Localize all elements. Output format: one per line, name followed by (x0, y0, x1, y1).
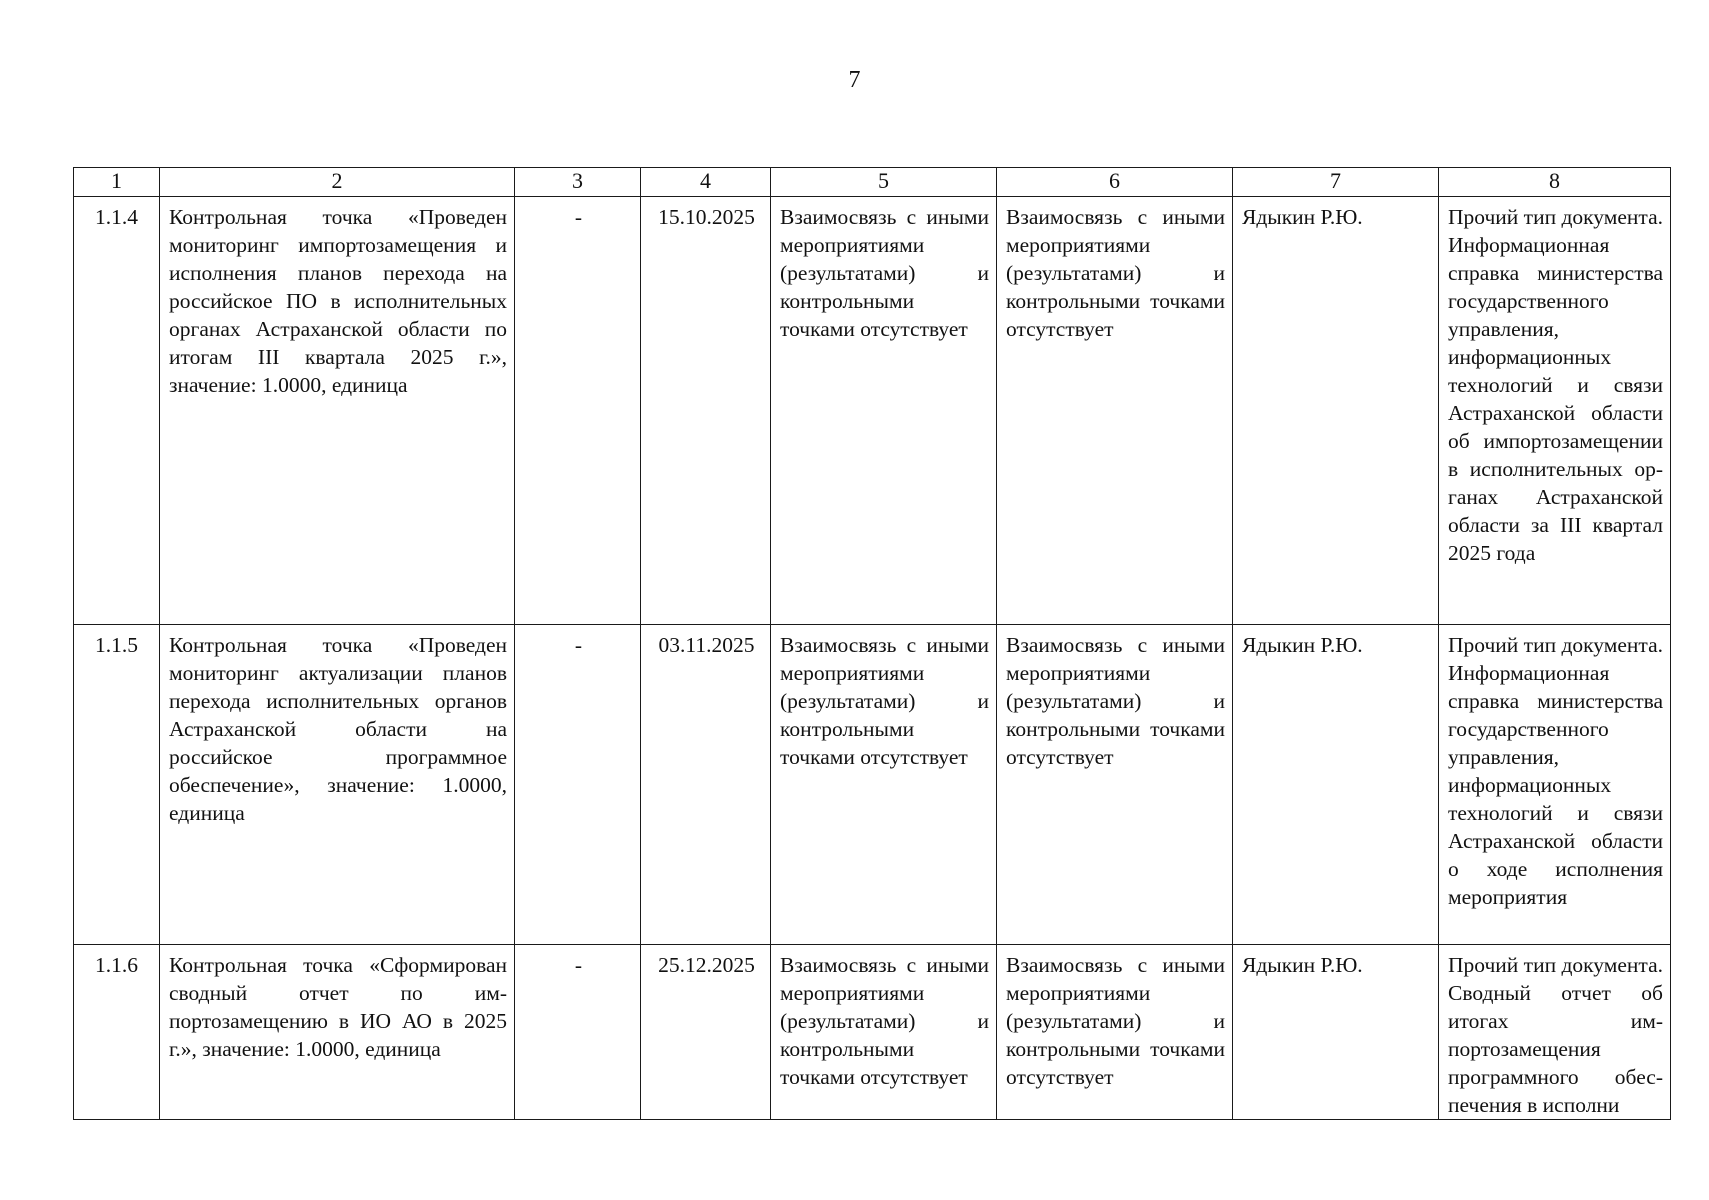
control-point-name: Контрольная точка «Проведен мониторинг актуализации планов перехода исполнительных органов Астраханской области на российское программное обеспечение», значение: 1.0000, единица (160, 625, 515, 945)
linkage-text: Взаимосвязь с иными мероприятиями (результатами) и контрольными точками отсутствует (771, 945, 997, 1120)
row-number: 1.1.5 (74, 625, 160, 945)
column-header-2: 2 (160, 168, 515, 197)
document-type: Прочий тип документа. Сводный отчет об итогах импортозамещения программного обеспечения в исполни (1439, 945, 1671, 1120)
linkage-text-alt: Взаимосвязь с иными мероприятиями (результатами) и контрольными точками отсутствует (997, 945, 1233, 1120)
document-type: Прочий тип документа. Информационная справка министерства государственного управления, информационных технологий и связи Астраханской области об импортозамещении в исполнительных органах Астраханской области за III квартал 2025 года (1439, 197, 1671, 625)
column-header-5: 5 (771, 168, 997, 197)
row-number: 1.1.4 (74, 197, 160, 625)
column-3-value: - (515, 945, 641, 1120)
table-row (74, 945, 1671, 1120)
table-row (74, 625, 1671, 945)
linkage-text: Взаимосвязь с иными мероприятиями (результатами) и контрольными точками отсутствует (771, 197, 997, 625)
column-header-7: 7 (1233, 168, 1439, 197)
column-header-4: 4 (641, 168, 771, 197)
row-number: 1.1.6 (74, 945, 160, 1120)
control-point-name: Контрольная точка «Сформирован сводный отчет по импортозамещению в ИО АО в 2025 г.», значение: 1.0000, единица (160, 945, 515, 1120)
linkage-text: Взаимосвязь с иными мероприятиями (результатами) и контрольными точками отсутствует (771, 625, 997, 945)
deadline-date: 15.10.2025 (641, 197, 771, 625)
responsible-person: Ядыкин Р.Ю. (1233, 945, 1439, 1120)
column-header-3: 3 (515, 168, 641, 197)
linkage-text-alt: Взаимосвязь с иными мероприятиями (результатами) и контрольными точками отсутствует (997, 625, 1233, 945)
responsible-person: Ядыкин Р.Ю. (1233, 197, 1439, 625)
deadline-date: 25.12.2025 (641, 945, 771, 1120)
document-type: Прочий тип документа. Информационная справка министерства государственного управления, информационных технологий и связи Астраханской области о ходе исполнения мероприятия (1439, 625, 1671, 945)
column-3-value: - (515, 197, 641, 625)
control-points-table (73, 167, 1671, 1120)
column-header-6: 6 (997, 168, 1233, 197)
deadline-date: 03.11.2025 (641, 625, 771, 945)
column-header-8: 8 (1439, 168, 1671, 197)
linkage-text-alt: Взаимосвязь с иными мероприятиями (результатами) и контрольными точками отсутствует (997, 197, 1233, 625)
control-point-name: Контрольная точка «Проведен мониторинг импортозамещения и исполнения планов перехода на российское ПО в исполнительных органах Астраханской области по итогам III квартала 2025 г.», значение: 1.0000, единица (160, 197, 515, 625)
column-number-row (74, 168, 1671, 197)
column-3-value: - (515, 625, 641, 945)
responsible-person: Ядыкин Р.Ю. (1233, 625, 1439, 945)
table-row (74, 197, 1671, 625)
column-header-1: 1 (74, 168, 160, 197)
page-number: 7 (848, 67, 861, 93)
